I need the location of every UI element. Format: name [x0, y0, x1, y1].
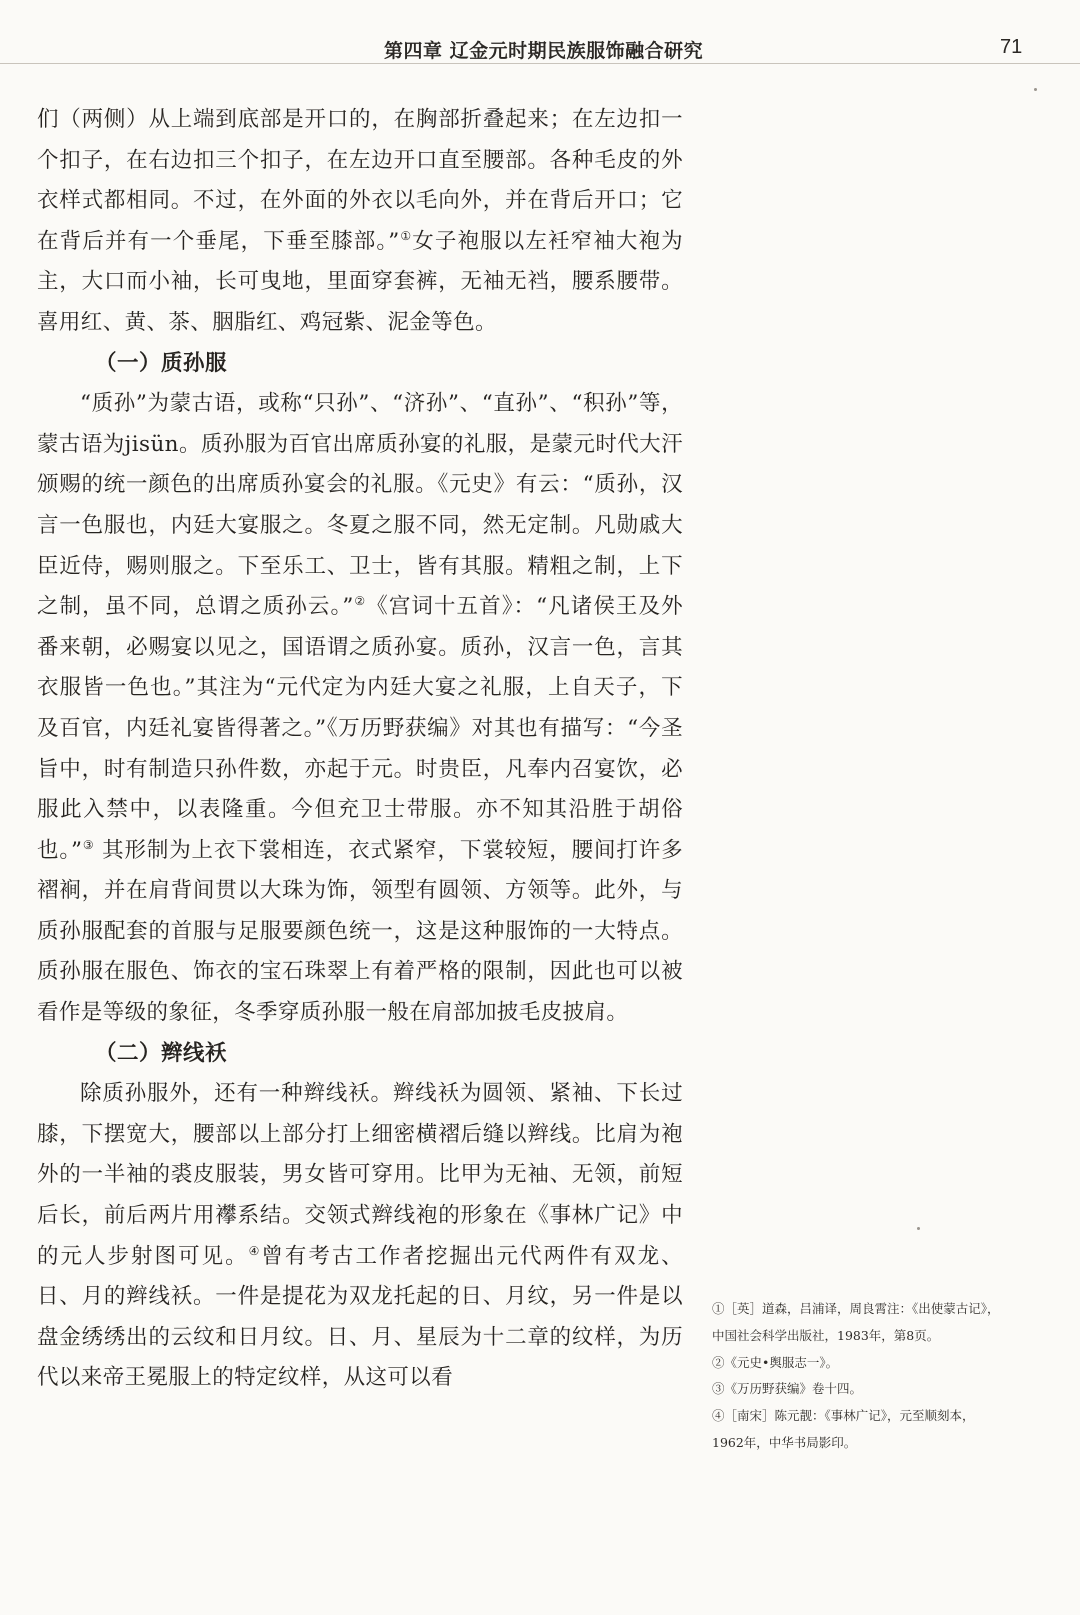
- paragraph-1: 们（两侧）从上端到底部是开口的，在胸部折叠起来；在左边扣一个扣子，在右边扣三个扣子，在左边开口直至腰部。各种毛皮的外衣样式都相同。不过，在外面的外衣以毛向外，并在背后开口；它在背后并有一个垂尾，下垂至膝部。”①女子袍服以左衽窄袖大袍为主，大口而小袖，长可曳地，里面穿套裤，无袖无裆，腰系腰带。喜用红、黄、茶、胭脂红、鸡冠紫、泥金等色。: [37, 107, 683, 335]
- footnotes: [712, 1296, 1000, 1457]
- main-text: [37, 100, 683, 1399]
- footnote-ref-3[interactable]: ③: [82, 837, 95, 852]
- chapter-title: 第四章 辽金元时期民族服饰融合研究: [384, 40, 704, 62]
- footnote-2: ②《元史•舆服志一》。: [712, 1354, 839, 1370]
- footnote-4: ④［南宋］陈元靓：《事林广记》，元至顺刻本，1962年，中华书局影印。: [712, 1408, 975, 1450]
- section-heading-bianxian: （二）辫线袄: [95, 1040, 228, 1066]
- footnote-3: ③《万历野获编》卷十四。: [712, 1381, 863, 1397]
- footnote-1: ①［英］道森，吕浦译，周良霄注：《出使蒙古记》，中国社会科学出版社，1983年，第8页。: [712, 1301, 1000, 1343]
- footnote-ref-1[interactable]: ①: [399, 228, 413, 243]
- paragraph-2: “质孙”为蒙古语，或称“只孙”、“济孙”、“直孙”、“积孙”等，蒙古语为jisün。质孙服为百官出席质孙宴的礼服，是蒙元时代大汗颁赐的统一颜色的出席质孙宴会的礼服。《元史》有云：“质孙，汉言一色服也，内廷大宴服之。冬夏之服不同，然无定制。凡勋戚大臣近侍，赐则服之。下至乐工、卫士，皆有其服。精粗之制，上下之制，虽不同，总谓之质孙云。”②《宫词十五首》：“凡诸侯王及外番来朝，必赐宴以见之，国语谓之质孙宴。质孙，汉言一色，言其衣服皆一色也。”其注为“元代定为内廷大宴之礼服，上自天子，下及百官，内廷礼宴皆得著之。”《万历野获编》对其也有描写：“今圣旨中，时有制造只孙件数，亦起于元。时贵臣，凡奉内召宴饮，必服此入禁中，以表隆重。今但充卫士带服。亦不知其沿胜于胡俗也。”③ 其形制为上衣下裳相连，衣式紧窄，下裳较短，腰间打许多褶裥，并在肩背间贯以大珠为饰，领型有圆领、方领等。此外，与质孙服配套的首服与足服要颜色统一，这是这种服饰的一大特点。质孙服在服色、饰衣的宝石珠翠上有着严格的限制，因此也可以被看作是等级的象征，冬季穿质孙服一般在肩部加披毛皮披肩。: [37, 391, 683, 1026]
- page-number: 71: [1000, 36, 1023, 58]
- footnote-ref-4[interactable]: ④: [248, 1243, 262, 1258]
- speck: [1034, 88, 1037, 91]
- paragraph-3: 除质孙服外，还有一种辫线袄。辫线袄为圆领、紧袖、下长过膝，下摆宽大，腰部以上部分打上细密横褶后缝以辫线。比肩为袍外的一半袖的裘皮服装，男女皆可穿用。比甲为无袖、无领，前短后长，前后两片用襻系结。交领式辫线袍的形象在《事林广记》中的元人步射图可见。④曾有考古工作者挖掘出元代两件有双龙、日、月的辫线袄。一件是提花为双龙托起的日、月纹，另一件是以盘金绣绣出的云纹和日月纹。日、月、星辰为十二章的纹样，为历代以来帝王冕服上的特定纹样，从这可以看: [37, 1081, 683, 1391]
- header-rule: [0, 63, 1080, 64]
- speck: [917, 1227, 920, 1230]
- footnote-ref-2[interactable]: ②: [353, 593, 367, 608]
- running-header: [0, 36, 1080, 66]
- section-heading-zhisun: （一）质孙服: [95, 350, 228, 376]
